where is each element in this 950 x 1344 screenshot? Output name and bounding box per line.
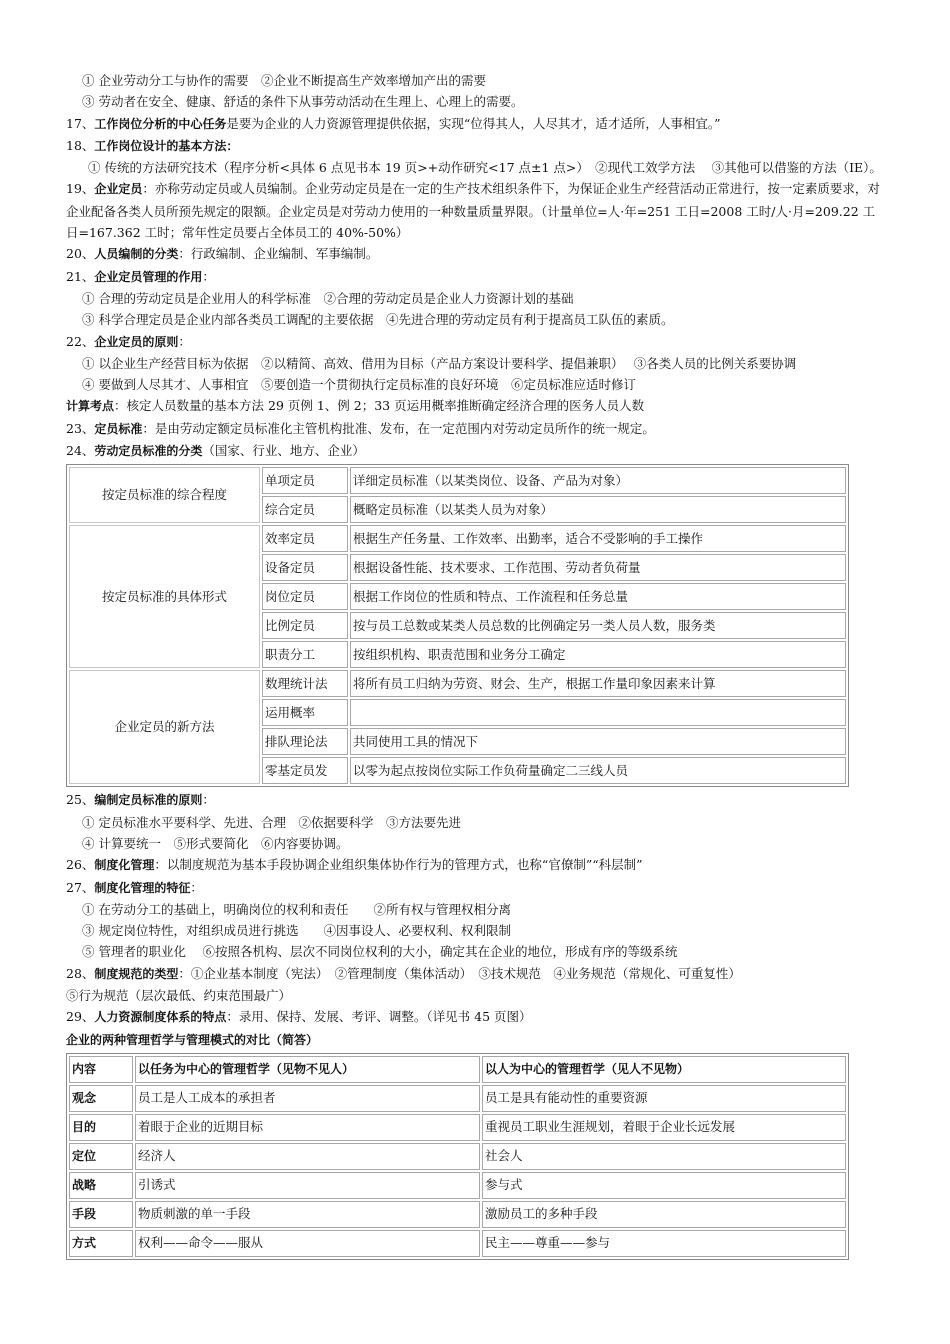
group-cell: 按定员标准的综合程度 xyxy=(69,467,260,523)
row-label: 目的 xyxy=(69,1114,133,1141)
section-title: 劳动定员标准的分类 xyxy=(94,444,203,459)
section-23: 23、定员标准：是由劳动定额定员标准化主管机构批准、发布，在一定范围内对劳动定员所作的统一规定。 xyxy=(66,420,655,436)
group-cell: 按定员标准的具体形式 xyxy=(69,525,260,668)
section-17: 17、工作岗位分析的中心任务是要为企业的人力资源管理提供依据，实现“位得其人，人尽其才，适才适所，人事相宜。” xyxy=(66,115,721,131)
row-label: 观念 xyxy=(69,1085,133,1112)
row-label: 战略 xyxy=(69,1172,133,1199)
section-title: 企业定员 xyxy=(94,182,143,197)
type-cell: 运用概率 xyxy=(262,699,348,726)
section-20: 20、人员编制的分类：行政编制、企业编制、军事编制。 xyxy=(66,246,379,262)
type-cell: 比例定员 xyxy=(262,612,348,639)
desc-cell: 根据设备性能、技术要求、工作范围、劳动者负荷量 xyxy=(350,554,846,581)
column-header: 以任务为中心的管理哲学（见物不见人） xyxy=(135,1056,480,1083)
section-title: 制度化管理 xyxy=(94,858,155,873)
section-19: 19、企业定员：亦称劳动定员或人员编制。企业劳动定员是在一定的生产技术组织条件下，为保证企业生产经营活动正常进行，按一定素质要求，对企业配备各类人员所预先规定的限额。企业定员是对劳动力使用的一种数量质量界限。（计量单位=人·年=251 工日=2008 工时/人·月=209.22 工日=167.362 工时；常年性定员要占全体员工的 40%-50%） xyxy=(66,181,880,241)
type-cell: 设备定员 xyxy=(262,554,348,581)
text-line: ③ 科学合理定员是企业内部各类员工调配的主要依据 ④先进合理的劳动定员有利于提高员工队伍的素质。 xyxy=(82,312,674,328)
table-cell: 参与式 xyxy=(482,1172,846,1199)
section-27: 27、制度化管理的特征： xyxy=(66,879,203,895)
section-title: 制度规范的类型 xyxy=(94,966,179,981)
desc-cell: 以零为起点按岗位实际工作负荷量确定二三线人员 xyxy=(350,757,846,784)
section-title: 定员标准 xyxy=(94,421,143,436)
text-paragraph: ① 以企业生产经营目标为依据 ②以精简、高效、借用为目标（产品方案设计要科学、提倡兼职） ③各类人员的比例关系要协调 xyxy=(82,355,797,371)
table-row xyxy=(69,467,846,494)
type-cell: 效率定员 xyxy=(262,525,348,552)
table-cell: 民主——尊重——参与 xyxy=(482,1230,846,1257)
section-title: 计算考点 xyxy=(66,399,115,414)
text-line: ① 企业劳动分工与协作的需要 ②企业不断提高生产效率增加产出的需要 xyxy=(82,73,486,88)
type-cell: 综合定员 xyxy=(262,496,348,523)
section-title: 编制定员标准的原则 xyxy=(94,793,203,808)
table-header-row xyxy=(69,1056,846,1083)
table-row xyxy=(69,670,846,697)
table-cell: 员工是人工成本的承担者 xyxy=(135,1085,480,1112)
section-title: 工作岗位设计的基本方法： xyxy=(94,138,239,153)
table-row xyxy=(69,1085,846,1112)
section-title: 人员编制的分类 xyxy=(94,247,179,262)
table-cell: 着眼于企业的近期目标 xyxy=(135,1114,480,1141)
table-row xyxy=(69,525,846,552)
row-label: 手段 xyxy=(69,1201,133,1228)
section-26: 26、制度化管理：以制度规范为基本手段协调企业组织集体协作行为的管理方式，也称“官僚制”“科层制” xyxy=(66,857,643,873)
text-line: ③ 规定岗位特性，对组织成员进行挑选 ④因事设人、必要权利、权利限制 xyxy=(82,923,511,939)
text-paragraph: ① 传统的方法研究技术（程序分析<具体 6 点见书本 19 页>+动作研究<17 点±1 点>） ②现代工效学方法 ③其他可以借鉴的方法（IE）。 xyxy=(88,160,882,176)
type-cell: 职责分工 xyxy=(262,641,348,668)
section-title: 工作岗位分析的中心任务 xyxy=(94,116,227,131)
table-cell: 物质刺激的单一手段 xyxy=(135,1201,480,1228)
table-cell: 员工是具有能动性的重要资源 xyxy=(482,1085,846,1112)
section-24: 24、劳动定员标准的分类（国家、行业、地方、企业） xyxy=(66,443,365,459)
section-28: 28、制度规范的类型：①企业基本制度（宪法） ②管理制度（集体活动） ③技术规范 ④业务规范（常规化、可重复性） xyxy=(66,965,741,981)
section-title: 人力资源制度体系的特点 xyxy=(94,1010,227,1025)
desc-cell: 根据工作岗位的性质和特点、工作流程和任务总量 xyxy=(350,583,846,610)
table-cell: 重视员工职业生涯规划，着眼于企业长远发展 xyxy=(482,1114,846,1141)
table-cell: 权利——命令——服从 xyxy=(135,1230,480,1257)
document-page xyxy=(66,70,886,1260)
section-title: 企业定员的原则 xyxy=(94,334,179,349)
table-cell: 经济人 xyxy=(135,1143,480,1170)
desc-cell xyxy=(350,699,846,726)
type-cell: 岗位定员 xyxy=(262,583,348,610)
section-18: 18、工作岗位设计的基本方法： xyxy=(66,137,239,153)
desc-cell: 按与员工总数或某类人员总数的比例确定另一类人员人数，服务类 xyxy=(350,612,846,639)
text-line: ⑤行为规范（层次最低、约束范围最广） xyxy=(66,988,292,1004)
table-row xyxy=(69,1143,846,1170)
desc-cell: 概略定员标准（以某类人员为对象） xyxy=(350,496,846,523)
desc-cell: 按组织机构、职责范围和业务分工确定 xyxy=(350,641,846,668)
desc-cell: 详细定员标准（以某类岗位、设备、产品为对象） xyxy=(350,467,846,494)
column-header: 以人为中心的管理哲学（见人不见物） xyxy=(482,1056,846,1083)
table-row xyxy=(69,1230,846,1257)
management-philosophy-table xyxy=(66,1053,849,1260)
section-21: 21、企业定员管理的作用： xyxy=(66,268,215,284)
section-29: 29、人力资源制度体系的特点：录用、保持、发展、考评、调整。（详见书 45 页图） xyxy=(66,1009,532,1025)
desc-cell: 将所有员工归纳为劳资、财会、生产，根据工作量印象因素来计算 xyxy=(350,670,846,697)
table-cell: 引诱式 xyxy=(135,1172,480,1199)
section-title: 企业定员管理的作用 xyxy=(94,269,203,284)
section-title: 制度化管理的特征 xyxy=(94,880,191,895)
type-cell: 排队理论法 xyxy=(262,728,348,755)
row-label: 定位 xyxy=(69,1143,133,1170)
staffing-standard-table xyxy=(66,464,849,787)
section-22: 22、企业定员的原则： xyxy=(66,333,191,349)
section-25: 25、编制定员标准的原则： xyxy=(66,792,215,808)
table-row xyxy=(69,1172,846,1199)
text-line: ⑤ 管理者的职业化 ⑥按照各机构、层次不同岗位权利的大小，确定其在企业的地位，形成有序的等级系统 xyxy=(82,944,678,960)
text-line: ① 合理的劳动定员是企业用人的科学标准 ②合理的劳动定员是企业人力资源计划的基础 xyxy=(82,290,574,306)
desc-cell: 共同使用工具的情况下 xyxy=(350,728,846,755)
desc-cell: 根据生产任务量、工作效率、出勤率，适合不受影响的手工操作 xyxy=(350,525,846,552)
text-line: ④ 计算要统一 ⑤形式要简化 ⑥内容要协调。 xyxy=(82,835,349,851)
column-header: 内容 xyxy=(69,1056,133,1083)
table-row xyxy=(69,1201,846,1228)
group-cell: 企业定员的新方法 xyxy=(69,670,260,784)
type-cell: 单项定员 xyxy=(262,467,348,494)
row-label: 方式 xyxy=(69,1230,133,1257)
calc-note: 计算考点：核定人员数量的基本方法 29 页例 1、例 2；33 页运用概率推断确定经济合理的医务人员人数 xyxy=(66,398,645,414)
text-line: ① 在劳动分工的基础上，明确岗位的权利和责任 ②所有权与管理权相分离 xyxy=(82,901,511,917)
compare-title: 企业的两种管理哲学与管理模式的对比（简答） xyxy=(66,1032,319,1047)
table-cell: 社会人 xyxy=(482,1143,846,1170)
type-cell: 数理统计法 xyxy=(262,670,348,697)
text-line: ① 定员标准水平要科学、先进、合理 ②依据要科学 ③方法要先进 xyxy=(82,814,461,830)
table-row xyxy=(69,1114,846,1141)
text-line: ④ 要做到人尽其才、人事相宜 ⑤要创造一个贯彻执行定员标准的良好环境 ⑥定员标准应适时修订 xyxy=(82,377,636,393)
text-line: ③ 劳动者在安全、健康、舒适的条件下从事劳动活动在生理上、心理上的需要。 xyxy=(82,94,524,110)
table-cell: 激励员工的多种手段 xyxy=(482,1201,846,1228)
type-cell: 零基定员发 xyxy=(262,757,348,784)
